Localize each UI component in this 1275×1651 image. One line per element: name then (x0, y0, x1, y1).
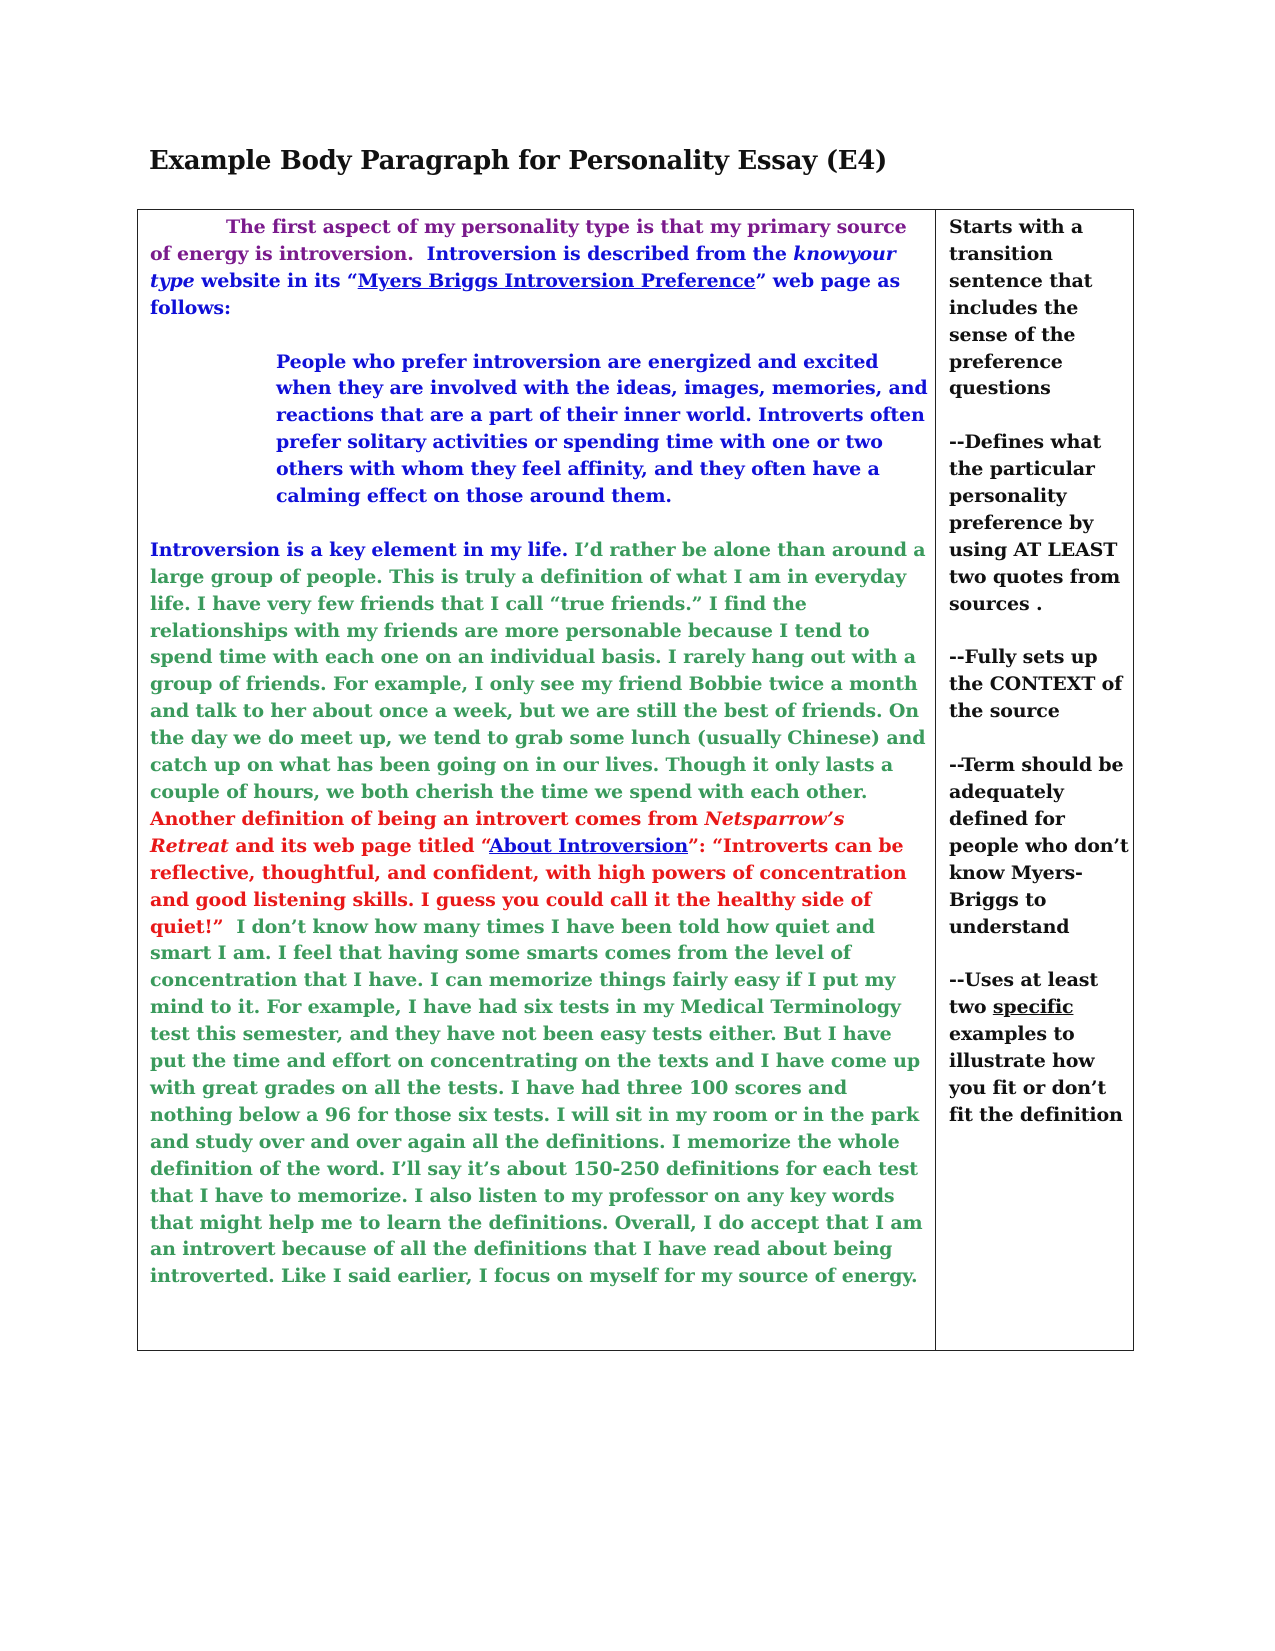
annotation-table (137, 209, 1134, 1351)
second-source-name: Netsparrow’s Retreat (150, 807, 845, 857)
intro-text-3: ” web page as follows: (150, 269, 900, 319)
column-divider (935, 210, 936, 1350)
side-note-term: --Term should be adequately defined for people who don’t know Myers-Briggs to understand (949, 754, 1129, 938)
specific-underlined: specific (992, 996, 1074, 1019)
side-note-context: --Fully sets up the CONTEXT of the source (949, 646, 1123, 723)
block-quote: People who prefer introversion are energized and excited when they are involved with the ideas, images, memories, and reactions that are a part of their inner world. Introverts often prefer solitary activities or spending time with one or two others with whom they feel affinity, and they often have a calming effect on those around them. (276, 350, 928, 508)
source-name: knowyour type (150, 242, 896, 292)
about-introversion-link[interactable]: About Introversion (489, 834, 688, 857)
intro-text-1: Introversion is described from the (426, 242, 787, 265)
myers-briggs-introversion-link[interactable]: Myers Briggs Introversion Preference (357, 269, 756, 292)
transition-sentence: The first aspect of my personality type is that my primary source of energy is introversion. (150, 216, 907, 265)
annotation-notes-cell (949, 214, 1129, 1156)
intro-text-2: website in its “ (201, 269, 358, 292)
personal-example-1: I’d rather be alone than around a large group of people. This is truly a definition of what I am in everyday life. I have very few friends that I call “true friends.” I find the relationships with my friends are more personable because I tend to spend time with each one on an individual basis. I rarely hang out with a group of friends. For example, I only see my friend Bobbie twice a month and talk to her about once a week, but we are still the best of friends. On the day we do meet up, we tend to grab some lunch (usually Chinese) and catch up on what has been going on in our lives. Though it only lasts a couple of hours, we both cherish the time we spend with each other. (150, 538, 926, 803)
second-quote-intro: Another definition of being an introvert comes from (150, 807, 699, 830)
second-quote-text-1: and its web page titled “ (235, 834, 490, 857)
side-note-transition: Starts with a transition sentence that includes the sense of the preference questions (949, 216, 1093, 400)
lead-sentence: Introversion is a key element in my life. (150, 538, 569, 561)
side-note-examples: --Uses at least two specific examples to illustrate how you fit or don’t fit the definition (949, 969, 1123, 1126)
personal-example-2: I don’t know how many times I have been told how quiet and smart I am. I feel that having some smarts comes from the level of concentration that I have. I can memorize things fairly easy if I put my mind to it. For example, I have had six tests in my Medical Terminology test this semester, and they have not been easy tests either. But I have put the time and effort on concentrating on the texts and I have come up with great grades on all the tests. I have had three 100 scores and nothing below a 96 for those six tests. I will sit in my room or in the park and study over and over again all the definitions. I memorize the whole definition of the word. I’ll say it’s about 150-250 definitions for each test that I have to memorize. I also listen to my professor on any key words that might help me to learn the definitions. Overall, I do accept that I am an introvert because of all the definitions that I have read about being introverted. Like I said earlier, I focus on myself for my source of energy. (150, 915, 923, 1288)
page-title: Example Body Paragraph for Personality Essay (E4) (149, 146, 888, 176)
main-paragraph (150, 537, 928, 1290)
side-note-defines: --Defines what the particular personality preference by using AT LEAST two quotes from sources . (949, 431, 1121, 615)
intro-paragraph (150, 214, 928, 322)
body-paragraph-cell (150, 214, 928, 1290)
second-quote: ”: “Introverts can be reflective, thoughtful, and confident, with high powers of concentration and good listening skills. I guess you could call it the healthy side of quiet!” (150, 834, 907, 938)
